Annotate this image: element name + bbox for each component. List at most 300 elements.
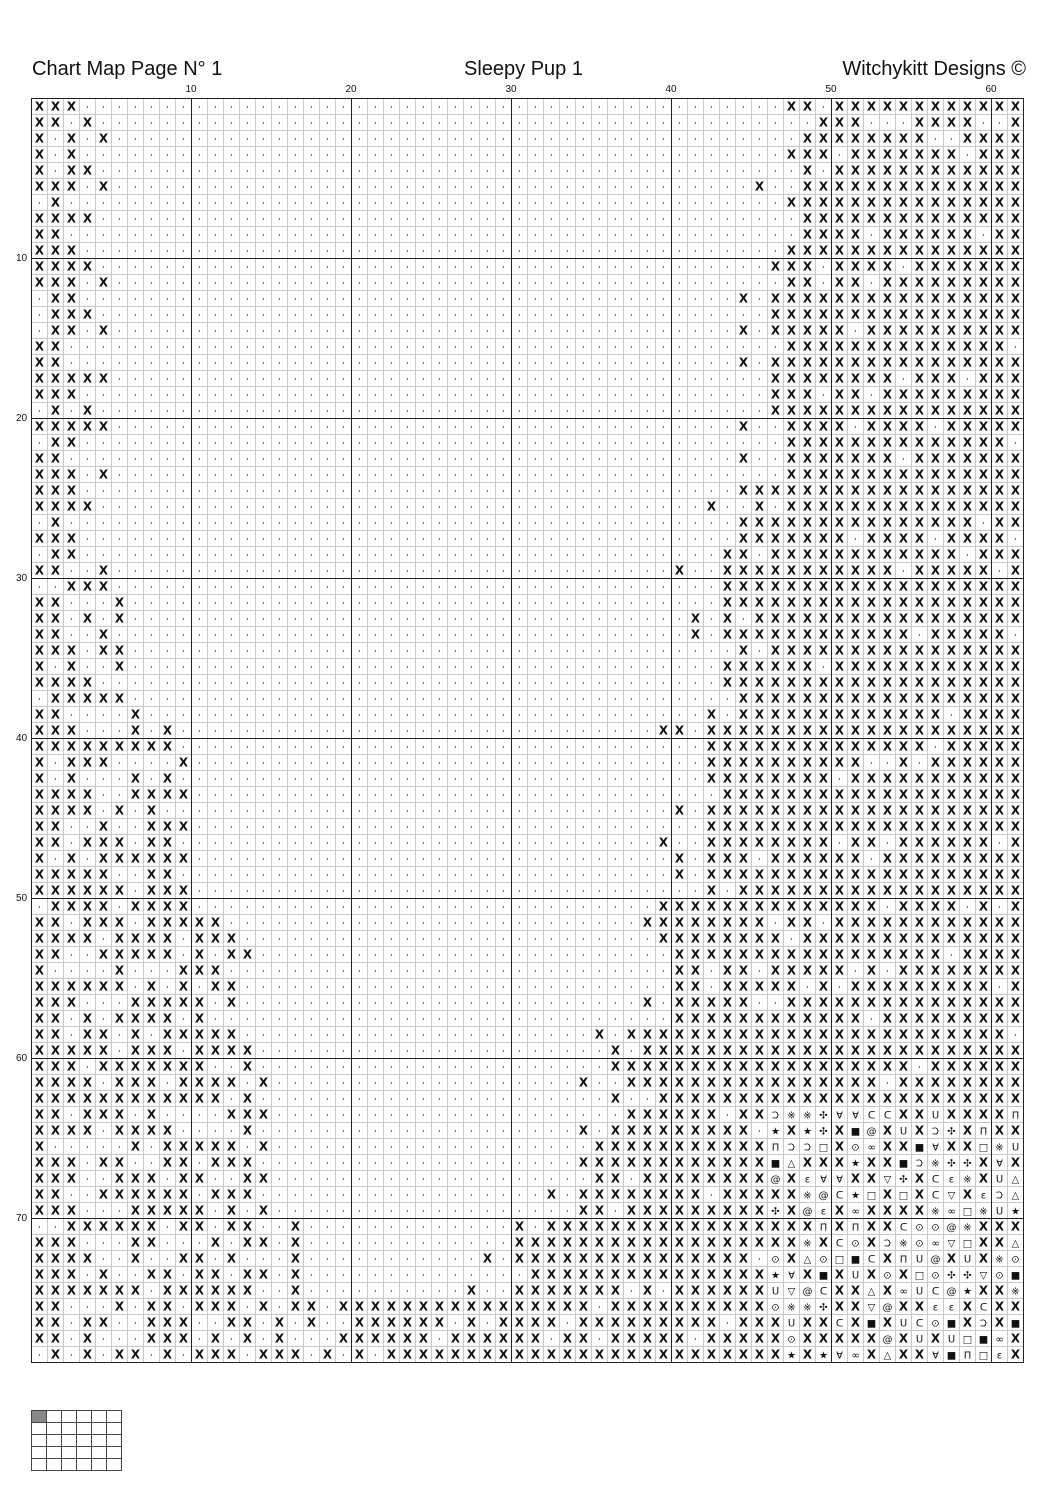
stitch-cell: X [50, 819, 61, 834]
empty-cell: · [533, 646, 538, 658]
stitch-cell: X [786, 899, 797, 914]
empty-cell: · [549, 1110, 554, 1122]
empty-cell: · [565, 502, 570, 514]
empty-cell: · [453, 806, 458, 818]
stitch-cell: X [914, 435, 925, 450]
stitch-cell: X [162, 1091, 173, 1106]
empty-cell: · [533, 166, 538, 178]
empty-cell: · [629, 646, 634, 658]
empty-cell: · [453, 214, 458, 226]
empty-cell: · [117, 550, 122, 562]
empty-cell: · [597, 102, 602, 114]
empty-cell: · [181, 150, 186, 162]
empty-cell: · [245, 1254, 250, 1266]
stitch-cell: X [514, 1219, 525, 1234]
stitch-cell: X [610, 1331, 621, 1346]
stitch-cell: X [674, 851, 685, 866]
stitch-cell: X [34, 1075, 45, 1090]
empty-cell: · [309, 1110, 314, 1122]
empty-cell: · [757, 166, 762, 178]
empty-cell: · [85, 774, 90, 786]
stitch-cell: X [370, 1331, 381, 1346]
stitch-cell: X [674, 1203, 685, 1218]
stitch-cell: X [386, 1347, 397, 1362]
empty-cell: · [533, 742, 538, 754]
empty-cell: · [501, 886, 506, 898]
empty-cell: · [293, 742, 298, 754]
stitch-cell: X [978, 851, 989, 866]
empty-cell: · [773, 278, 778, 290]
empty-cell: · [421, 918, 426, 930]
stitch-cell: X [850, 995, 861, 1010]
stitch-cell: X [226, 1347, 237, 1362]
stitch-cell: X [146, 1219, 157, 1234]
empty-cell: · [325, 742, 330, 754]
empty-cell: · [37, 550, 42, 562]
stitch-cell: X [50, 371, 61, 386]
empty-cell: ✣ [947, 1126, 956, 1138]
empty-cell: ※ [995, 1142, 1004, 1154]
empty-cell: · [149, 182, 154, 194]
empty-cell: · [453, 150, 458, 162]
stitch-cell: X [706, 739, 717, 754]
empty-cell: · [725, 710, 730, 722]
stitch-cell: X [50, 1027, 61, 1042]
empty-cell: · [517, 742, 522, 754]
empty-cell: · [437, 790, 442, 802]
stitch-cell: X [1010, 1219, 1021, 1234]
stitch-cell: X [898, 675, 909, 690]
stitch-cell: X [34, 387, 45, 402]
stitch-cell: X [882, 403, 893, 418]
stitch-cell: X [738, 1011, 749, 1026]
stitch-cell: X [738, 723, 749, 738]
empty-cell: · [277, 230, 282, 242]
empty-cell: · [533, 438, 538, 450]
stitch-cell: X [82, 1027, 93, 1042]
empty-cell: · [213, 902, 218, 914]
empty-cell: · [661, 662, 666, 674]
empty-cell: · [469, 774, 474, 786]
stitch-cell: X [914, 1011, 925, 1026]
stitch-cell: X [898, 899, 909, 914]
empty-cell: · [85, 246, 90, 258]
stitch-cell: X [914, 899, 925, 914]
stitch-cell: X [882, 627, 893, 642]
stitch-cell: X [850, 1043, 861, 1058]
empty-cell: · [309, 646, 314, 658]
stitch-cell: X [882, 1059, 893, 1074]
empty-cell: · [341, 982, 346, 994]
empty-cell: · [405, 102, 410, 114]
empty-cell: · [421, 1110, 426, 1122]
empty-cell: · [661, 518, 666, 530]
stitch-cell: X [914, 1299, 925, 1314]
empty-cell: · [117, 534, 122, 546]
stitch-cell: X [658, 1203, 669, 1218]
empty-cell: · [341, 966, 346, 978]
empty-cell: · [661, 422, 666, 434]
empty-cell: · [133, 198, 138, 210]
empty-cell: ✣ [963, 1270, 972, 1282]
empty-cell: · [277, 742, 282, 754]
stitch-cell: X [978, 339, 989, 354]
stitch-cell: X [898, 915, 909, 930]
empty-cell: · [309, 1094, 314, 1106]
empty-cell: · [373, 358, 378, 370]
stitch-cell: X [994, 1123, 1005, 1138]
empty-cell: · [373, 1046, 378, 1058]
empty-cell: · [549, 182, 554, 194]
stitch-cell: X [1010, 131, 1021, 146]
stitch-cell: X [706, 1107, 717, 1122]
empty-cell: · [261, 406, 266, 418]
empty-cell: · [629, 438, 634, 450]
empty-cell: · [549, 166, 554, 178]
stitch-cell: X [930, 275, 941, 290]
stitch-cell: X [802, 1155, 813, 1170]
stitch-cell: X [210, 1267, 221, 1282]
stitch-cell: X [642, 1347, 653, 1362]
empty-cell: · [325, 310, 330, 322]
empty-cell: · [581, 614, 586, 626]
empty-cell: · [389, 1238, 394, 1250]
empty-cell: · [37, 1350, 42, 1362]
empty-cell: · [517, 150, 522, 162]
stitch-cell: X [50, 323, 61, 338]
stitch-cell: X [802, 339, 813, 354]
empty-cell: · [469, 1126, 474, 1138]
stitch-cell: X [738, 1139, 749, 1154]
empty-cell: · [85, 342, 90, 354]
stitch-cell: X [850, 627, 861, 642]
empty-cell: · [581, 982, 586, 994]
empty-cell: · [293, 1334, 298, 1346]
stitch-cell: X [642, 1139, 653, 1154]
empty-cell: · [725, 118, 730, 130]
empty-cell: · [549, 454, 554, 466]
stitch-cell: X [978, 99, 989, 114]
stitch-cell: X [706, 1011, 717, 1026]
empty-cell: · [549, 710, 554, 722]
empty-cell: · [437, 550, 442, 562]
empty-cell: · [629, 870, 634, 882]
empty-cell: · [261, 710, 266, 722]
empty-cell: · [261, 806, 266, 818]
empty-cell: · [773, 166, 778, 178]
empty-cell: · [773, 182, 778, 194]
stitch-cell: X [786, 1187, 797, 1202]
empty-cell: · [197, 662, 202, 674]
stitch-cell: X [162, 1283, 173, 1298]
empty-cell: · [421, 1046, 426, 1058]
empty-cell: · [405, 662, 410, 674]
empty-cell: · [421, 486, 426, 498]
empty-cell: · [533, 326, 538, 338]
stitch-cell: X [130, 899, 141, 914]
empty-cell: · [213, 694, 218, 706]
empty-cell: · [629, 326, 634, 338]
stitch-cell: X [1010, 307, 1021, 322]
empty-cell: · [293, 1206, 298, 1218]
stitch-cell: X [914, 947, 925, 962]
empty-cell: ⊙ [931, 1270, 940, 1282]
stitch-cell: X [962, 723, 973, 738]
empty-cell: · [389, 902, 394, 914]
stitch-cell: X [66, 675, 77, 690]
stitch-cell: X [690, 979, 701, 994]
stitch-cell: X [818, 531, 829, 546]
empty-cell: · [533, 1190, 538, 1202]
empty-cell: · [293, 518, 298, 530]
stitch-cell: X [866, 691, 877, 706]
stitch-cell: X [738, 1187, 749, 1202]
empty-cell: · [325, 1158, 330, 1170]
empty-cell: · [613, 998, 618, 1010]
empty-cell: · [149, 390, 154, 402]
stitch-cell: X [34, 835, 45, 850]
empty-cell: · [389, 230, 394, 242]
empty-cell: ■ [850, 1254, 861, 1266]
stitch-cell: X [178, 1251, 189, 1266]
empty-cell: · [485, 1190, 490, 1202]
stitch-cell: X [994, 1283, 1005, 1298]
empty-cell: · [405, 262, 410, 274]
stitch-cell: X [690, 1299, 701, 1314]
stitch-cell: X [898, 419, 909, 434]
empty-cell: · [341, 1158, 346, 1170]
stitch-cell: X [770, 643, 781, 658]
stitch-cell: X [722, 1187, 733, 1202]
empty-cell: · [357, 118, 362, 130]
empty-cell: · [357, 1142, 362, 1154]
empty-cell: · [325, 262, 330, 274]
stitch-cell: X [658, 1187, 669, 1202]
empty-cell: · [181, 166, 186, 178]
stitch-cell: X [994, 323, 1005, 338]
stitch-cell: X [1010, 275, 1021, 290]
empty-cell: · [789, 166, 794, 178]
stitch-cell: X [722, 963, 733, 978]
stitch-cell: X [722, 899, 733, 914]
empty-cell: · [741, 502, 746, 514]
stitch-cell: X [770, 1331, 781, 1346]
stitch-cell: X [754, 803, 765, 818]
stitch-cell: X [66, 1155, 77, 1170]
stitch-cell: X [34, 1139, 45, 1154]
stitch-cell: X [1010, 755, 1021, 770]
empty-cell: · [533, 726, 538, 738]
empty-cell: ᑌ [931, 1110, 940, 1122]
stitch-cell: X [866, 627, 877, 642]
stitch-cell: X [914, 643, 925, 658]
stitch-cell: X [50, 1155, 61, 1170]
stitch-cell: X [882, 1027, 893, 1042]
empty-cell: · [757, 550, 762, 562]
stitch-cell: X [978, 819, 989, 834]
empty-cell: · [469, 742, 474, 754]
stitch-cell: X [882, 995, 893, 1010]
empty-cell: ※ [931, 1158, 940, 1170]
empty-cell: · [581, 726, 586, 738]
stitch-cell: X [882, 307, 893, 322]
stitch-cell: X [978, 627, 989, 642]
empty-cell: · [229, 358, 234, 370]
stitch-cell: X [690, 1155, 701, 1170]
empty-cell: · [277, 630, 282, 642]
empty-cell: ∞ [947, 1206, 956, 1218]
stitch-cell: X [882, 819, 893, 834]
stitch-cell: X [818, 771, 829, 786]
stitch-cell: X [610, 1315, 621, 1330]
page-map-cell [47, 1447, 62, 1459]
stitch-cell: X [178, 1075, 189, 1090]
empty-cell: · [661, 310, 666, 322]
stitch-cell: X [786, 659, 797, 674]
empty-cell: · [565, 358, 570, 370]
empty-cell: · [437, 358, 442, 370]
empty-cell: · [693, 710, 698, 722]
empty-cell: · [485, 294, 490, 306]
stitch-cell: X [786, 307, 797, 322]
empty-cell: · [677, 886, 682, 898]
empty-cell: · [277, 1142, 282, 1154]
empty-cell: · [421, 118, 426, 130]
empty-cell: · [837, 150, 842, 162]
stitch-cell: X [962, 1011, 973, 1026]
empty-cell: · [645, 854, 650, 866]
stitch-cell: X [738, 1251, 749, 1266]
empty-cell: · [501, 646, 506, 658]
stitch-cell: X [210, 1347, 221, 1362]
empty-cell: · [341, 502, 346, 514]
stitch-cell: X [754, 883, 765, 898]
stitch-cell: X [178, 1187, 189, 1202]
stitch-cell: X [674, 1267, 685, 1282]
empty-cell: · [597, 550, 602, 562]
empty-cell: · [165, 566, 170, 578]
empty-cell: · [261, 1190, 266, 1202]
stitch-cell: X [674, 867, 685, 882]
empty-cell: · [101, 294, 106, 306]
stitch-cell: X [114, 659, 125, 674]
empty-cell: · [597, 950, 602, 962]
stitch-cell: X [690, 931, 701, 946]
stitch-cell: X [658, 1299, 669, 1314]
empty-cell: · [677, 550, 682, 562]
stitch-cell: X [994, 643, 1005, 658]
empty-cell: · [597, 246, 602, 258]
empty-cell: · [485, 662, 490, 674]
stitch-cell: X [642, 1027, 653, 1042]
empty-cell: ε [804, 1174, 811, 1186]
stitch-cell: X [530, 1331, 541, 1346]
stitch-cell: X [786, 195, 797, 210]
empty-cell: · [597, 358, 602, 370]
empty-cell: · [133, 294, 138, 306]
stitch-cell: X [562, 1283, 573, 1298]
stitch-cell: X [706, 1251, 717, 1266]
empty-cell: · [293, 1158, 298, 1170]
empty-cell: · [725, 214, 730, 226]
empty-cell: · [613, 134, 618, 146]
empty-cell: · [357, 966, 362, 978]
stitch-cell: X [978, 643, 989, 658]
stitch-cell: X [34, 995, 45, 1010]
empty-cell: · [997, 566, 1002, 578]
empty-cell: · [277, 374, 282, 386]
empty-cell: · [437, 1014, 442, 1026]
empty-cell: · [597, 598, 602, 610]
stitch-cell: X [162, 723, 173, 738]
stitch-cell: X [786, 147, 797, 162]
empty-cell: · [197, 214, 202, 226]
empty-cell: · [517, 230, 522, 242]
empty-cell: · [373, 982, 378, 994]
stitch-cell: X [258, 1203, 269, 1218]
empty-cell: · [245, 870, 250, 882]
empty-cell: · [117, 486, 122, 498]
empty-cell: · [677, 390, 682, 402]
stitch-cell: X [770, 1347, 781, 1362]
stitch-cell: X [754, 835, 765, 850]
empty-cell: · [597, 566, 602, 578]
stitch-cell: X [146, 851, 157, 866]
stitch-cell: X [802, 515, 813, 530]
empty-cell: · [277, 1174, 282, 1186]
empty-cell: ※ [787, 1110, 796, 1122]
empty-cell: · [709, 614, 714, 626]
empty-cell: · [469, 1094, 474, 1106]
stitch-cell: X [738, 803, 749, 818]
stitch-cell: X [850, 691, 861, 706]
stitch-cell: X [914, 483, 925, 498]
empty-cell: · [197, 710, 202, 722]
empty-cell: · [501, 390, 506, 402]
stitch-cell: X [658, 1267, 669, 1282]
empty-cell: · [85, 950, 90, 962]
stitch-cell: X [1010, 291, 1021, 306]
empty-cell: · [357, 566, 362, 578]
stitch-cell: X [738, 851, 749, 866]
empty-cell: · [613, 198, 618, 210]
empty-cell: · [613, 1078, 618, 1090]
stitch-cell: X [914, 787, 925, 802]
empty-cell: · [133, 582, 138, 594]
stitch-cell: X [978, 979, 989, 994]
empty-cell: · [213, 742, 218, 754]
empty-cell: · [261, 454, 266, 466]
stitch-cell: X [66, 787, 77, 802]
stitch-cell: X [850, 867, 861, 882]
empty-cell: · [581, 358, 586, 370]
stitch-cell: X [674, 963, 685, 978]
empty-cell: · [165, 118, 170, 130]
empty-cell: · [357, 1014, 362, 1026]
stitch-cell: X [994, 403, 1005, 418]
stitch-cell: X [242, 1091, 253, 1106]
stitch-cell: X [930, 979, 941, 994]
stitch-cell: X [722, 819, 733, 834]
empty-cell: · [85, 1174, 90, 1186]
stitch-cell: X [34, 1315, 45, 1330]
stitch-cell: X [866, 211, 877, 226]
empty-cell: · [293, 1014, 298, 1026]
stitch-cell: X [1010, 467, 1021, 482]
empty-cell: · [645, 662, 650, 674]
stitch-cell: X [930, 1331, 941, 1346]
stitch-cell: X [946, 371, 957, 386]
